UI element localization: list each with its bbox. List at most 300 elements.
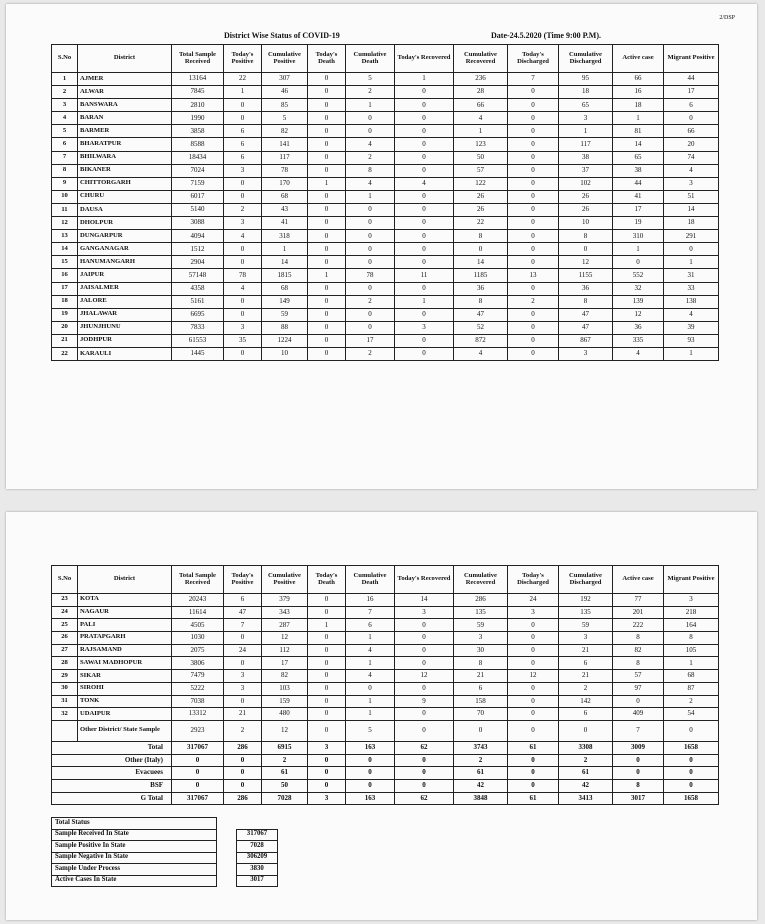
value-cell: 3 xyxy=(395,606,454,619)
table-row xyxy=(52,606,719,619)
value-cell: 3 xyxy=(664,594,719,607)
value-cell: 3 xyxy=(224,682,262,695)
value-cell: 0 xyxy=(224,657,262,670)
column-header: Today's Positive xyxy=(224,566,262,594)
total-value-cell: 0 xyxy=(224,754,262,767)
serial-cell: 21 xyxy=(52,334,78,347)
value-cell: 123 xyxy=(454,138,508,151)
table-row-other-district xyxy=(52,720,719,741)
value-cell: 0 xyxy=(508,190,559,203)
value-cell: 0 xyxy=(224,308,262,321)
value-cell: 170 xyxy=(262,177,308,190)
total-value-cell: 286 xyxy=(224,741,262,754)
district-name: JALORE xyxy=(78,295,172,308)
district-name: RAJSAMAND xyxy=(78,644,172,657)
value-cell: 0 xyxy=(508,708,559,721)
value-cell: 0 xyxy=(395,164,454,177)
total-value-cell: 3 xyxy=(308,741,346,754)
value-cell: 8 xyxy=(454,295,508,308)
total-label: Other (Italy) xyxy=(52,754,172,767)
serial-cell: 2 xyxy=(52,86,78,99)
total-label: BSF xyxy=(52,779,172,792)
value-cell: 343 xyxy=(262,606,308,619)
value-cell: 0 xyxy=(346,125,395,138)
value-cell: 21 xyxy=(559,644,613,657)
value-cell: 21 xyxy=(454,670,508,683)
value-cell: 0 xyxy=(395,86,454,99)
value-cell: 3 xyxy=(559,347,613,360)
value-cell: 0 xyxy=(395,125,454,138)
value-cell: 4 xyxy=(454,347,508,360)
value-cell: 70 xyxy=(454,708,508,721)
value-cell: 0 xyxy=(308,112,346,125)
value-cell: 0 xyxy=(346,217,395,230)
value-cell: 2 xyxy=(664,695,719,708)
value-cell: 0 xyxy=(395,619,454,632)
district-name: SAWAI MADHOPUR xyxy=(78,657,172,670)
value-cell: 6 xyxy=(559,708,613,721)
value-cell: 44 xyxy=(664,73,719,86)
serial-cell: 28 xyxy=(52,657,78,670)
value-cell: 0 xyxy=(508,334,559,347)
value-cell: 0 xyxy=(308,282,346,295)
total-value-cell: 0 xyxy=(224,779,262,792)
table-row xyxy=(52,243,719,256)
value-cell: 0 xyxy=(395,282,454,295)
total-value-cell: 163 xyxy=(346,792,395,805)
value-cell: 10 xyxy=(262,347,308,360)
value-cell: 8 xyxy=(346,164,395,177)
total-value-cell: 1658 xyxy=(664,741,719,754)
value-cell: 46 xyxy=(262,86,308,99)
value-cell: 149 xyxy=(262,295,308,308)
value-cell: 57 xyxy=(454,164,508,177)
value-cell: 0 xyxy=(664,112,719,125)
value-cell: 0 xyxy=(395,644,454,657)
value-cell: 3 xyxy=(224,217,262,230)
district-name: PALI xyxy=(78,619,172,632)
column-header: Migrant Positive xyxy=(664,45,719,73)
value-cell: 59 xyxy=(454,619,508,632)
total-value-cell: 61 xyxy=(454,767,508,780)
value-cell: 0 xyxy=(224,347,262,360)
value-cell: 138 xyxy=(664,295,719,308)
table-row xyxy=(52,657,719,670)
value-cell: 6695 xyxy=(172,308,224,321)
district-name: HANUMANGARH xyxy=(78,256,172,269)
serial-cell xyxy=(52,720,78,741)
value-cell: 0 xyxy=(308,243,346,256)
total-value-cell: 0 xyxy=(613,754,664,767)
value-cell: 2 xyxy=(224,720,262,741)
value-cell: 2 xyxy=(346,86,395,99)
value-cell: 2904 xyxy=(172,256,224,269)
value-cell: 4094 xyxy=(172,230,224,243)
value-cell: 66 xyxy=(454,99,508,112)
value-cell: 1 xyxy=(346,708,395,721)
value-cell: 1224 xyxy=(262,334,308,347)
serial-cell: 17 xyxy=(52,282,78,295)
status-label-received: Sample Received In State xyxy=(52,829,217,841)
value-cell: 0 xyxy=(308,73,346,86)
value-cell: 68 xyxy=(262,282,308,295)
total-value-cell: 50 xyxy=(262,779,308,792)
total-value-cell: 286 xyxy=(224,792,262,805)
district-name: PRATAPGARH xyxy=(78,632,172,645)
value-cell: 4 xyxy=(454,112,508,125)
value-cell: 0 xyxy=(308,632,346,645)
value-cell: 0 xyxy=(308,657,346,670)
value-cell: 32 xyxy=(613,282,664,295)
total-value-cell: 0 xyxy=(395,767,454,780)
value-cell: 0 xyxy=(308,594,346,607)
table-row xyxy=(52,203,719,216)
value-cell: 0 xyxy=(508,644,559,657)
value-cell: 0 xyxy=(308,217,346,230)
value-cell: 26 xyxy=(559,203,613,216)
value-cell: 158 xyxy=(454,695,508,708)
value-cell: 0 xyxy=(346,243,395,256)
total-value-cell: 0 xyxy=(613,767,664,780)
value-cell: 1 xyxy=(308,269,346,282)
value-cell: 0 xyxy=(308,720,346,741)
value-cell: 7845 xyxy=(172,86,224,99)
value-cell: 12 xyxy=(613,308,664,321)
value-cell: 61553 xyxy=(172,334,224,347)
table-row xyxy=(52,308,719,321)
value-cell: 8 xyxy=(613,657,664,670)
serial-cell: 32 xyxy=(52,708,78,721)
value-cell: 122 xyxy=(454,177,508,190)
table-row xyxy=(52,321,719,334)
column-header: Cumulative Discharged xyxy=(559,566,613,594)
value-cell: 3 xyxy=(508,606,559,619)
value-cell: 0 xyxy=(664,720,719,741)
value-cell: 236 xyxy=(454,73,508,86)
value-cell: 82 xyxy=(262,125,308,138)
total-value-cell: 61 xyxy=(262,767,308,780)
table-row xyxy=(52,632,719,645)
total-value-cell: 3009 xyxy=(613,741,664,754)
value-cell: 6 xyxy=(224,594,262,607)
district-name: BARMER xyxy=(78,125,172,138)
table-row xyxy=(52,695,719,708)
value-cell: 6 xyxy=(224,125,262,138)
value-cell: 26 xyxy=(454,203,508,216)
value-cell: 8 xyxy=(454,657,508,670)
total-value-cell: 0 xyxy=(346,779,395,792)
total-value-cell: 0 xyxy=(224,767,262,780)
value-cell: 13312 xyxy=(172,708,224,721)
value-cell: 82 xyxy=(262,670,308,683)
value-cell: 1 xyxy=(559,125,613,138)
value-cell: 13164 xyxy=(172,73,224,86)
value-cell: 1990 xyxy=(172,112,224,125)
district-name: AJMER xyxy=(78,73,172,86)
value-cell: 0 xyxy=(508,282,559,295)
value-cell: 0 xyxy=(308,606,346,619)
value-cell: 0 xyxy=(395,151,454,164)
value-cell: 68 xyxy=(262,190,308,203)
table-row xyxy=(52,230,719,243)
value-cell: 3 xyxy=(664,177,719,190)
value-cell: 88 xyxy=(262,321,308,334)
district-name: BHARATPUR xyxy=(78,138,172,151)
serial-cell: 6 xyxy=(52,138,78,151)
value-cell: 7 xyxy=(613,720,664,741)
value-cell: 16 xyxy=(613,86,664,99)
value-cell: 2 xyxy=(346,347,395,360)
total-label: Evacuees xyxy=(52,767,172,780)
value-cell: 3 xyxy=(559,632,613,645)
value-cell: 1155 xyxy=(559,269,613,282)
report-page-1 xyxy=(6,4,757,489)
value-cell: 18 xyxy=(613,99,664,112)
district-name: JODHPUR xyxy=(78,334,172,347)
value-cell: 0 xyxy=(395,657,454,670)
value-cell: 0 xyxy=(508,125,559,138)
table-row xyxy=(52,708,719,721)
value-cell: 0 xyxy=(308,295,346,308)
value-cell: 39 xyxy=(664,321,719,334)
value-cell: 2075 xyxy=(172,644,224,657)
serial-cell: 30 xyxy=(52,682,78,695)
serial-cell: 31 xyxy=(52,695,78,708)
value-cell: 0 xyxy=(613,695,664,708)
value-cell: 22 xyxy=(454,217,508,230)
value-cell: 4 xyxy=(664,308,719,321)
table-row xyxy=(52,269,719,282)
value-cell: 35 xyxy=(224,334,262,347)
value-cell: 31 xyxy=(664,269,719,282)
value-cell: 38 xyxy=(613,164,664,177)
value-cell: 0 xyxy=(508,230,559,243)
value-cell: 0 xyxy=(508,657,559,670)
value-cell: 65 xyxy=(559,99,613,112)
value-cell: 3 xyxy=(454,632,508,645)
total-value-cell: 42 xyxy=(454,779,508,792)
value-cell: 318 xyxy=(262,230,308,243)
total-value-cell: 2 xyxy=(454,754,508,767)
table-row xyxy=(52,334,719,347)
value-cell: 12 xyxy=(395,670,454,683)
value-cell: 82 xyxy=(613,644,664,657)
value-cell: 480 xyxy=(262,708,308,721)
value-cell: 222 xyxy=(613,619,664,632)
value-cell: 47 xyxy=(559,321,613,334)
value-cell: 0 xyxy=(308,708,346,721)
value-cell: 11 xyxy=(395,269,454,282)
total-value-cell: 163 xyxy=(346,741,395,754)
status-value-positive: 7028 xyxy=(237,841,278,853)
value-cell: 1 xyxy=(308,177,346,190)
total-value-cell: 0 xyxy=(172,754,224,767)
value-cell: 0 xyxy=(346,282,395,295)
value-cell: 0 xyxy=(395,230,454,243)
value-cell: 65 xyxy=(613,151,664,164)
value-cell: 0 xyxy=(308,347,346,360)
value-cell: 95 xyxy=(559,73,613,86)
value-cell: 0 xyxy=(308,321,346,334)
value-cell: 0 xyxy=(308,190,346,203)
value-cell: 0 xyxy=(395,682,454,695)
value-cell: 47 xyxy=(559,308,613,321)
value-cell: 78 xyxy=(346,269,395,282)
total-value-cell: 3743 xyxy=(454,741,508,754)
value-cell: 117 xyxy=(559,138,613,151)
value-cell: 0 xyxy=(395,708,454,721)
value-cell: 0 xyxy=(224,695,262,708)
value-cell: 0 xyxy=(395,243,454,256)
value-cell: 4 xyxy=(613,347,664,360)
column-header: Cumulative Positive xyxy=(262,45,308,73)
serial-cell: 13 xyxy=(52,230,78,243)
value-cell: 0 xyxy=(224,177,262,190)
value-cell: 0 xyxy=(508,164,559,177)
status-label-positive: Sample Positive In State xyxy=(52,841,217,853)
table-row xyxy=(52,670,719,683)
value-cell: 6 xyxy=(224,138,262,151)
value-cell: 0 xyxy=(395,632,454,645)
value-cell: 1 xyxy=(664,256,719,269)
table-row xyxy=(52,282,719,295)
total-value-cell: 317067 xyxy=(172,792,224,805)
value-cell: 0 xyxy=(395,190,454,203)
column-header: Today's Discharged xyxy=(508,45,559,73)
value-cell: 0 xyxy=(508,256,559,269)
value-cell: 1 xyxy=(454,125,508,138)
value-cell: 135 xyxy=(559,606,613,619)
value-cell: 20243 xyxy=(172,594,224,607)
serial-cell: 5 xyxy=(52,125,78,138)
district-name: JHUNJHUNU xyxy=(78,321,172,334)
table-row xyxy=(52,682,719,695)
value-cell: 4 xyxy=(346,644,395,657)
value-cell: 1 xyxy=(346,190,395,203)
status-label-negative: Sample Negative In State xyxy=(52,852,217,864)
value-cell: 0 xyxy=(308,99,346,112)
value-cell: 3806 xyxy=(172,657,224,670)
value-cell: 409 xyxy=(613,708,664,721)
column-header: Today's Recovered xyxy=(395,45,454,73)
value-cell: 2 xyxy=(346,151,395,164)
district-name: Other District/ State Sample xyxy=(78,720,172,741)
value-cell: 0 xyxy=(308,164,346,177)
status-label-under-process: Sample Under Process xyxy=(52,864,217,876)
value-cell: 8 xyxy=(559,230,613,243)
value-cell: 0 xyxy=(308,308,346,321)
value-cell: 0 xyxy=(508,177,559,190)
serial-cell: 4 xyxy=(52,112,78,125)
value-cell: 0 xyxy=(308,334,346,347)
district-status-table-2 xyxy=(51,565,719,805)
table-row xyxy=(52,73,719,86)
value-cell: 0 xyxy=(395,308,454,321)
serial-cell: 24 xyxy=(52,606,78,619)
value-cell: 0 xyxy=(508,243,559,256)
value-cell: 77 xyxy=(613,594,664,607)
value-cell: 14 xyxy=(454,256,508,269)
value-cell: 36 xyxy=(613,321,664,334)
serial-cell: 10 xyxy=(52,190,78,203)
value-cell: 4 xyxy=(664,164,719,177)
serial-cell: 7 xyxy=(52,151,78,164)
total-value-cell: 0 xyxy=(664,779,719,792)
value-cell: 0 xyxy=(454,243,508,256)
value-cell: 1 xyxy=(395,73,454,86)
value-cell: 0 xyxy=(395,203,454,216)
serial-cell: 29 xyxy=(52,670,78,683)
total-row xyxy=(52,741,719,754)
value-cell: 78 xyxy=(224,269,262,282)
value-cell: 93 xyxy=(664,334,719,347)
value-cell: 1030 xyxy=(172,632,224,645)
district-name: JAIPUR xyxy=(78,269,172,282)
column-header: Cumulative Positive xyxy=(262,566,308,594)
value-cell: 18434 xyxy=(172,151,224,164)
total-value-cell: 6915 xyxy=(262,741,308,754)
total-value-cell: 7028 xyxy=(262,792,308,805)
value-cell: 1 xyxy=(346,99,395,112)
value-cell: 8 xyxy=(613,632,664,645)
value-cell: 1 xyxy=(262,243,308,256)
value-cell: 0 xyxy=(508,86,559,99)
value-cell: 291 xyxy=(664,230,719,243)
value-cell: 159 xyxy=(262,695,308,708)
total-value-cell: 0 xyxy=(346,754,395,767)
value-cell: 19 xyxy=(613,217,664,230)
district-name: KARAULI xyxy=(78,347,172,360)
value-cell: 37 xyxy=(559,164,613,177)
district-name: DUNGARPUR xyxy=(78,230,172,243)
table-header-row xyxy=(52,566,719,594)
district-name: CHURU xyxy=(78,190,172,203)
value-cell: 0 xyxy=(508,308,559,321)
value-cell: 142 xyxy=(559,695,613,708)
value-cell: 310 xyxy=(613,230,664,243)
serial-cell: 20 xyxy=(52,321,78,334)
serial-cell: 25 xyxy=(52,619,78,632)
value-cell: 17 xyxy=(346,334,395,347)
value-cell: 14 xyxy=(664,203,719,216)
value-cell: 52 xyxy=(454,321,508,334)
value-cell: 74 xyxy=(664,151,719,164)
value-cell: 0 xyxy=(508,112,559,125)
value-cell: 0 xyxy=(308,670,346,683)
value-cell: 1 xyxy=(664,347,719,360)
value-cell: 2 xyxy=(224,203,262,216)
value-cell: 1 xyxy=(613,112,664,125)
value-cell: 0 xyxy=(224,256,262,269)
value-cell: 20 xyxy=(664,138,719,151)
value-cell: 0 xyxy=(508,138,559,151)
total-value-cell: 61 xyxy=(508,792,559,805)
value-cell: 12 xyxy=(262,632,308,645)
status-value-under-process: 3830 xyxy=(237,864,278,876)
value-cell: 14 xyxy=(262,256,308,269)
value-cell: 201 xyxy=(613,606,664,619)
total-value-cell: 0 xyxy=(172,779,224,792)
status-value-received: 317067 xyxy=(237,829,278,841)
value-cell: 3 xyxy=(559,112,613,125)
report-title: District Wise Status of COVID-19 xyxy=(224,31,340,40)
total-value-cell: 3017 xyxy=(613,792,664,805)
value-cell: 0 xyxy=(308,86,346,99)
value-cell: 3088 xyxy=(172,217,224,230)
value-cell: 103 xyxy=(262,682,308,695)
district-name: JAISALMER xyxy=(78,282,172,295)
total-value-cell: 3 xyxy=(308,792,346,805)
